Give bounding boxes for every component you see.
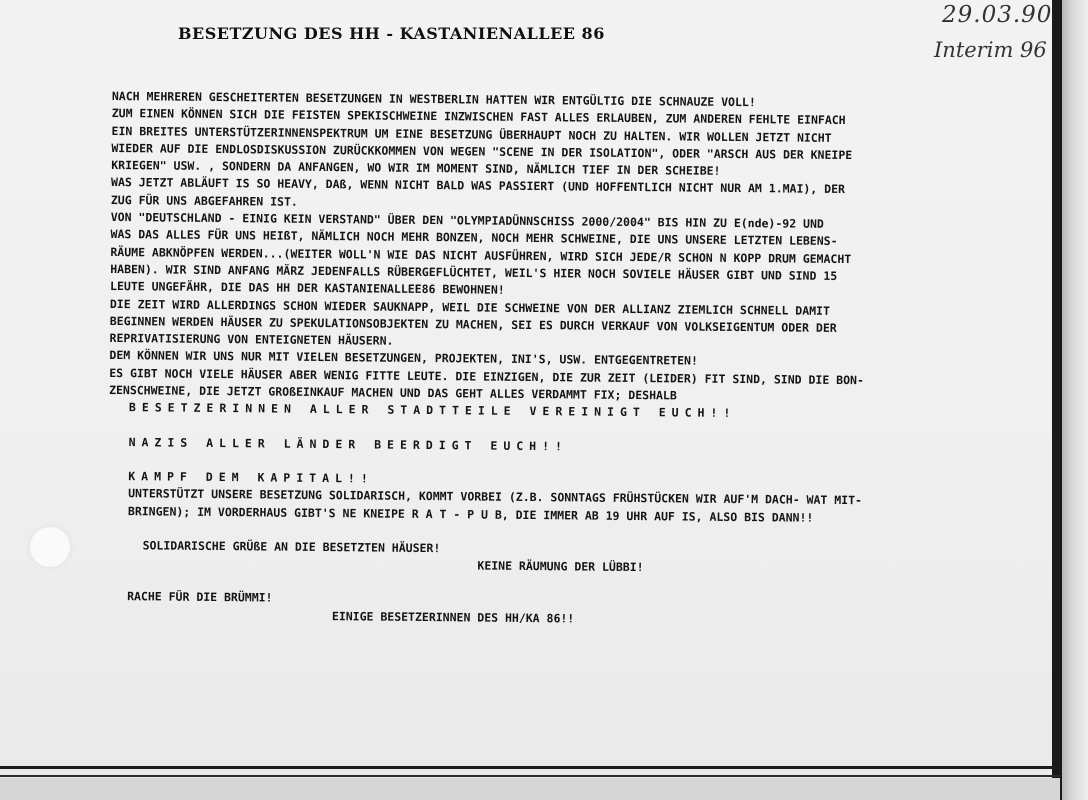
text-line: ZUM EINEN KÖNNEN SICH DIE FEISTEN SPEKISCHWEINE INZWISCHEN FAST ALLES ERLAUBEN, ZUM ANDEREN FEHLTE EINFACH — [111, 106, 846, 128]
text-line: ZENSCHWEINE, DIE JETZT GROßEINKAUF MACHEN UND DAS GEHT ALLES VERDAMMT FIX; DESHALB — [109, 383, 677, 403]
slogan-besetzerinnen: BESETZERINNEN ALLER STADTTEILE VEREINIGT EUCH!! — [128, 400, 737, 421]
handwritten-date: 29.03.90 — [942, 2, 1053, 28]
text-line: REPRIVATISIERUNG VON ENTEIGNETEN HÄUSERN. — [109, 331, 394, 348]
slogan-kampf: KAMPF DEM KAPITAL!! — [128, 469, 374, 486]
document-body — [107, 88, 952, 631]
scanner-margin — [1062, 0, 1088, 800]
handwritten-note: Interim 96 — [934, 38, 1047, 62]
document-title: BESETZUNG DES HH - KASTANIENALLEE 86 — [178, 24, 605, 43]
text-line: UNTERSTÜTZT UNSERE BESETZUNG SOLIDARISCH, KOMMT VORBEI (Z.B. SONNTAGS FRÜHSTÜCKEN WIR AUF'M DACH- WAT MIT- — [128, 486, 863, 508]
document-signature: EINIGE BESETZERINNEN DES HH/KA 86!! — [331, 608, 575, 626]
text-line: KRIEGEN" USW. , SONDERN DA ANFANGEN, WO WIR IM MOMENT SIND, NÄMLICH TIEF IN DER SCHEIBE! — [111, 158, 721, 179]
text-line: RÄUME ABKNÖPFEN WERDEN...(WEITER WOLL'N WIE DAS NICHT AUSFÜHREN, WIRD SICH JEDE/R SCHON N KOPP DRUM GEMACHT — [110, 244, 852, 266]
page-edge-shadow — [1052, 0, 1062, 800]
punch-hole — [30, 527, 70, 567]
text-line: DEM KÖNNEN WIR UNS NUR MIT VIELEN BESETZUNGEN, PROJEKTEN, INI'S, USW. ENTGEGENTRETEN! — [109, 348, 698, 369]
text-line: LEUTE UNGEFÄHR, DIE DAS HH DER KASTANIENALLEE86 BEWOHNEN! — [110, 279, 505, 298]
bottom-rule — [0, 766, 1060, 769]
closing-rache: RACHE FÜR DIE BRÜMMI! — [127, 589, 273, 605]
text-line: WAS JETZT ABLÄUFT IS SO HEAVY, DAß, WENN NICHT BALD WAS PASSIERT (UND HOFFENTLICH NICHT NUR AM 1.MAI), DER — [111, 175, 846, 197]
text-line: BEGINNEN WERDEN HÄUSER ZU SPEKULATIONSOBJEKTEN ZU MACHEN, SEI ES DURCH VERKAUF VON VOLKSEIGENTUM ODER DER — [109, 313, 837, 335]
text-line: WAS DAS ALLES FÜR UNS HEIßT, NÄMLICH NOCH MEHR BONZEN, NOCH MEHR SCHWEINE, DIE UNS UNSERE LETZTEN LEBENS- — [110, 227, 838, 249]
closing-keine-raeumung: KEINE RÄUMUNG DER LÜBBI! — [477, 558, 644, 575]
scanner-margin — [0, 778, 1060, 800]
text-line: VON "DEUTSCHLAND - EINIG KEIN VERSTAND" ÜBER DEN "OLYMPIADÜNNSCHISS 2000/2004" BIS HIN ZU E(nde)-92 UND — [110, 210, 824, 231]
text-line: EIN BREITES UNTERSTÜTZERINNENSPEKTRUM UM EINE BESETZUNG ÜBERHAUPT NOCH ZU HALTEN. WIR WOLLEN JETZT NICHT — [111, 123, 832, 145]
text-line: BRINGEN); IM VORDERHAUS GIBT'S NE KNEIPE R A T - P U B, DIE IMMER AB 19 UHR AUF IS, ALSO BIS DANN!! — [127, 503, 814, 525]
bottom-rule — [0, 775, 1060, 777]
slogan-nazis: NAZIS ALLER LÄNDER BEERDIGT EUCH!! — [128, 434, 569, 454]
text-line: WIEDER AUF DIE ENDLOSDISKUSSION ZURÜCKKOMMEN VON WEGEN "SCENE IN DER ISOLATION", ODER "ARSCH AUS DER KNEIPE — [111, 140, 853, 162]
text-line: ES GIBT NOCH VIELE HÄUSER ABER WENIG FITTE LEUTE. DIE EINZIGEN, DIE ZUR ZEIT (LEIDER) FIT SIND, SIND DIE BON- — [109, 365, 864, 387]
text-line: HABEN). WIR SIND ANFANG MÄRZ JEDENFALLS RÜBERGEFLÜCHTET, WEIL'S HIER NOCH SOVIELE HÄUSER GIBT UND SIND 15 — [110, 261, 838, 283]
closing-greeting: SOLIDARISCHE GRÜßE AN DIE BESETZTEN HÄUSER! — [142, 538, 441, 556]
text-line: NACH MEHREREN GESCHEITERTEN BESETZUNGEN IN WESTBERLIN HATTEN WIR ENTGÜLTIG DIE SCHNAUZE VOLL! — [111, 88, 756, 110]
text-line: ZUG FÜR UNS ABGEFAHREN IST. — [110, 192, 298, 209]
text-line: DIE ZEIT WIRD ALLERDINGS SCHON WIEDER SAUKNAPP, WEIL DIE SCHWEINE VON DER ALLIANZ ZIEMLICH SCHNELL DAMIT — [109, 296, 831, 318]
